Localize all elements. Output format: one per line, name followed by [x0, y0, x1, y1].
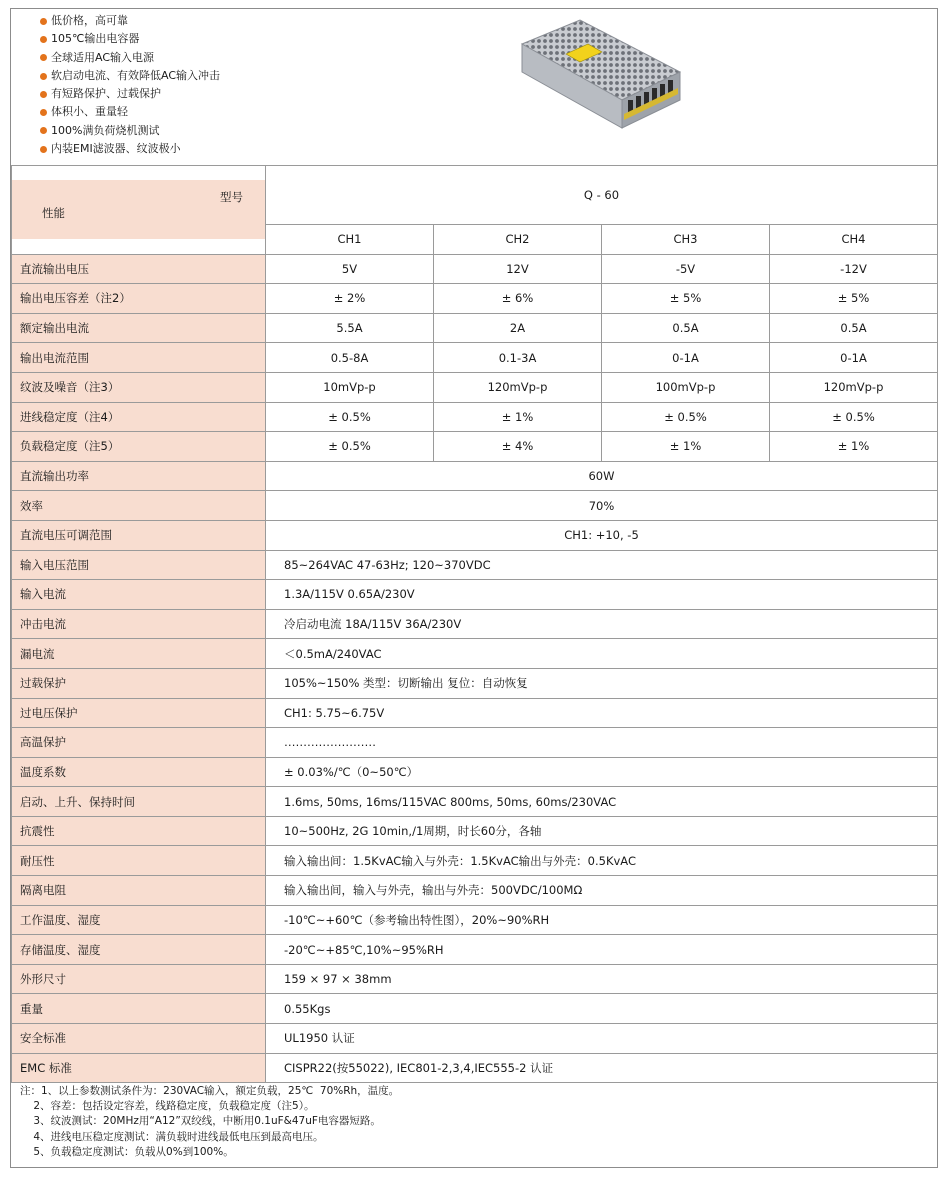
table-row — [12, 402, 938, 432]
row-label: 进线稳定度（注4） — [12, 402, 266, 432]
bullet-icon — [40, 146, 47, 153]
channel-value: 0.5A — [602, 313, 770, 343]
row-label: 输入电流 — [12, 580, 266, 610]
row-label: 负载稳定度（注5） — [12, 432, 266, 462]
table-row — [12, 313, 938, 343]
row-value: ± 0.03%/℃（0~50℃） — [266, 757, 938, 787]
bullet-icon — [40, 18, 47, 25]
bullet-icon — [40, 91, 47, 98]
row-label: 外形尺寸 — [12, 964, 266, 994]
row-label: 重量 — [12, 994, 266, 1024]
channel-value: ± 5% — [770, 284, 938, 314]
power-supply-image — [518, 14, 684, 134]
row-value: UL1950 认证 — [266, 1024, 938, 1054]
table-row — [12, 254, 938, 284]
table-row — [12, 905, 938, 935]
row-label: 过电压保护 — [12, 698, 266, 728]
model-name: Q - 60 — [266, 166, 938, 225]
channel-value: ± 0.5% — [770, 402, 938, 432]
feature-item: 有短路保护、过载保护 — [40, 85, 220, 103]
row-value: 输入输出间，输入与外壳，输出与外壳：500VDC/100MΩ — [266, 876, 938, 906]
table-row — [12, 1053, 938, 1083]
table-row — [12, 757, 938, 787]
row-label: 输出电压容差（注2） — [12, 284, 266, 314]
row-label: 直流电压可调范围 — [12, 520, 266, 550]
channel-header: CH3 — [602, 225, 770, 255]
channel-value: 0.5A — [770, 313, 938, 343]
feature-list — [40, 12, 220, 158]
channel-value: 0-1A — [602, 343, 770, 373]
row-label: 耐压性 — [12, 846, 266, 876]
table-row — [12, 964, 938, 994]
channel-header: CH4 — [770, 225, 938, 255]
channel-value: ± 6% — [434, 284, 602, 314]
table-row — [12, 668, 938, 698]
table-row — [12, 284, 938, 314]
channel-value: 0-1A — [770, 343, 938, 373]
performance-label: 性能 — [42, 206, 65, 221]
row-value: CISPR22(按55022), IEC801-2,3,4,IEC555-2 认证 — [266, 1053, 938, 1083]
table-row — [12, 1024, 938, 1054]
bullet-icon — [40, 36, 47, 43]
row-label: 安全标准 — [12, 1024, 266, 1054]
channel-value: 12V — [434, 254, 602, 284]
row-value: 输入输出间：1.5KvAC输入与外壳：1.5KvAC输出与外壳：0.5KvAC — [266, 846, 938, 876]
row-label: 漏电流 — [12, 639, 266, 669]
table-row — [12, 580, 938, 610]
feature-item: 软启动电流、有效降低AC输入冲击 — [40, 67, 220, 85]
row-value: 60W — [266, 461, 938, 491]
channel-value: ± 5% — [602, 284, 770, 314]
channel-header: CH1 — [266, 225, 434, 255]
table-row — [12, 491, 938, 521]
row-value: ＜0.5mA/240VAC — [266, 639, 938, 669]
table-row — [12, 372, 938, 402]
table-row — [12, 432, 938, 462]
table-row — [12, 609, 938, 639]
channel-value: ± 0.5% — [602, 402, 770, 432]
row-label: 抗震性 — [12, 816, 266, 846]
row-label: 隔离电阻 — [12, 876, 266, 906]
row-label: 工作温度、湿度 — [12, 905, 266, 935]
table-row — [12, 461, 938, 491]
bullet-icon — [40, 54, 47, 61]
table-row — [12, 935, 938, 965]
channel-value: ± 4% — [434, 432, 602, 462]
note-line: 5、负载稳定度测试：负载从0%到100%。 — [20, 1145, 234, 1158]
notes — [20, 1084, 399, 1160]
table-row — [12, 550, 938, 580]
row-value: -20℃~+85℃,10%~95%RH — [266, 935, 938, 965]
channel-value: ± 2% — [266, 284, 434, 314]
table-row — [12, 994, 938, 1024]
row-label: 输出电流范围 — [12, 343, 266, 373]
row-value: …………………… — [266, 728, 938, 758]
table-row — [12, 343, 938, 373]
spec-table — [11, 165, 938, 1083]
channel-value: 0.1-3A — [434, 343, 602, 373]
bullet-icon — [40, 73, 47, 80]
row-label: 纹波及噪音（注3） — [12, 372, 266, 402]
row-label: 温度系数 — [12, 757, 266, 787]
bullet-icon — [40, 127, 47, 134]
row-value: CH1: +10, -5 — [266, 520, 938, 550]
channel-value: 10mVp-p — [266, 372, 434, 402]
row-value: 70% — [266, 491, 938, 521]
row-value: 0.55Kgs — [266, 994, 938, 1024]
row-value: 1.3A/115V 0.65A/230V — [266, 580, 938, 610]
row-label: 输入电压范围 — [12, 550, 266, 580]
row-label: 高温保护 — [12, 728, 266, 758]
note-line: 2、容差：包括设定容差，线路稳定度，负载稳定度（注5）。 — [20, 1100, 315, 1113]
row-value: -10℃~+60℃（参考输出特性图），20%~90%RH — [266, 905, 938, 935]
row-value: 冷启动电流 18A/115V 36A/230V — [266, 609, 938, 639]
row-value: 105%~150% 类型：切断输出 复位：自动恢复 — [266, 668, 938, 698]
channel-value: -12V — [770, 254, 938, 284]
table-row — [12, 846, 938, 876]
row-label: EMC 标准 — [12, 1053, 266, 1083]
channel-value: 0.5-8A — [266, 343, 434, 373]
note-line: 注：1、以上参数测试条件为：230VAC输入，额定负载，25℃ 70%Rh，温度。 — [20, 1085, 400, 1097]
channel-value: 120mVp-p — [770, 372, 938, 402]
table-row — [12, 698, 938, 728]
row-label: 存储温度、湿度 — [12, 935, 266, 965]
feature-item: 低价格，高可靠 — [40, 12, 220, 30]
row-label: 直流输出电压 — [12, 254, 266, 284]
table-corner-header — [12, 166, 266, 255]
channel-value: 5V — [266, 254, 434, 284]
channel-value: 100mVp-p — [602, 372, 770, 402]
row-value: 85~264VAC 47-63Hz; 120~370VDC — [266, 550, 938, 580]
table-row — [12, 728, 938, 758]
feature-item: 100%满负荷烧机测试 — [40, 122, 220, 140]
table-row — [12, 816, 938, 846]
channel-value: 120mVp-p — [434, 372, 602, 402]
feature-item: 内装EMI滤波器、纹波极小 — [40, 140, 220, 158]
row-label: 效率 — [12, 491, 266, 521]
channel-value: ± 1% — [770, 432, 938, 462]
feature-item: 105℃输出电容器 — [40, 30, 220, 48]
row-label: 额定输出电流 — [12, 313, 266, 343]
table-row — [12, 876, 938, 906]
channel-value: ± 1% — [434, 402, 602, 432]
row-label: 直流输出功率 — [12, 461, 266, 491]
channel-value: ± 0.5% — [266, 402, 434, 432]
table-row — [12, 639, 938, 669]
channel-header: CH2 — [434, 225, 602, 255]
row-value: 1.6ms, 50ms, 16ms/115VAC 800ms, 50ms, 60ms/230VAC — [266, 787, 938, 817]
row-label: 冲击电流 — [12, 609, 266, 639]
channel-value: -5V — [602, 254, 770, 284]
feature-item: 体积小、重量轻 — [40, 103, 220, 121]
channel-value: ± 0.5% — [266, 432, 434, 462]
row-value: 159 × 97 × 38mm — [266, 964, 938, 994]
table-row — [12, 787, 938, 817]
row-label: 启动、上升、保持时间 — [12, 787, 266, 817]
note-line: 3、纹波测试：20MHz用“A12”双绞线，中断用0.1uF&47uF电容器短路。 — [20, 1115, 381, 1128]
feature-item: 全球适用AC输入电源 — [40, 49, 220, 67]
note-line: 4、进线电压稳定度测试：满负载时进线最低电压到最高电压。 — [20, 1130, 324, 1143]
channel-value: ± 1% — [602, 432, 770, 462]
table-row — [12, 520, 938, 550]
bullet-icon — [40, 109, 47, 116]
row-value: CH1: 5.75~6.75V — [266, 698, 938, 728]
row-label: 过载保护 — [12, 668, 266, 698]
row-value: 10~500Hz, 2G 10min,/1周期，时长60分，各轴 — [266, 816, 938, 846]
model-label: 型号 — [220, 190, 243, 205]
channel-value: 5.5A — [266, 313, 434, 343]
channel-value: 2A — [434, 313, 602, 343]
